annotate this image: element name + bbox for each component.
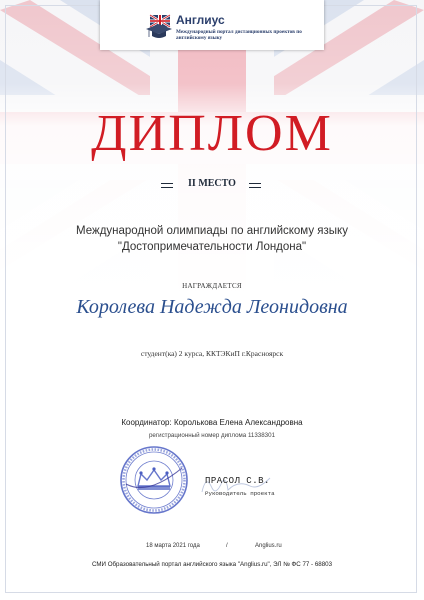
contest-line-1: Международной олимпиады по английскому языку — [76, 225, 348, 237]
footer-separator: / — [226, 543, 228, 549]
media-registration: СМИ Образовательный портал английского языка "Anglius.ru", ЭЛ № ФС 77 - 68803 — [91, 561, 333, 568]
site-name: Anglius.ru — [255, 543, 282, 549]
official-stamp-seal — [118, 444, 190, 516]
contest-description — [0, 223, 424, 255]
diploma-title: ДИПЛОМ — [91, 105, 333, 162]
graduation-cap-with-uk-flag-icon — [146, 13, 172, 41]
registration-number: регистрационный номер диплома 11338301 — [148, 432, 276, 439]
signer-role: Руководитель проекта — [205, 490, 275, 497]
place-label: II МЕСТО — [188, 178, 236, 189]
issue-date: 18 марта 2021 года — [146, 543, 200, 549]
coordinator-line: Координатор: Королькова Елена Александровна — [121, 418, 303, 427]
student-info: студент(ка) 2 курса, ККТЭКиП г.Красноярск — [140, 349, 284, 358]
contest-line-2: "Достопримечательности Лондона" — [117, 241, 307, 253]
logo-title: Англиус — [176, 13, 225, 27]
place-right-ornament — [249, 183, 261, 188]
recipient-name: Королева Надежда Леонидовна — [76, 296, 348, 318]
logo-subtitle: Международный портал дистанционных проектов по английскому языку — [176, 29, 302, 42]
signer-name: ПРАСОЛ С.В. — [205, 476, 270, 486]
awarded-label: НАГРАЖДАЕТСЯ — [182, 282, 242, 290]
